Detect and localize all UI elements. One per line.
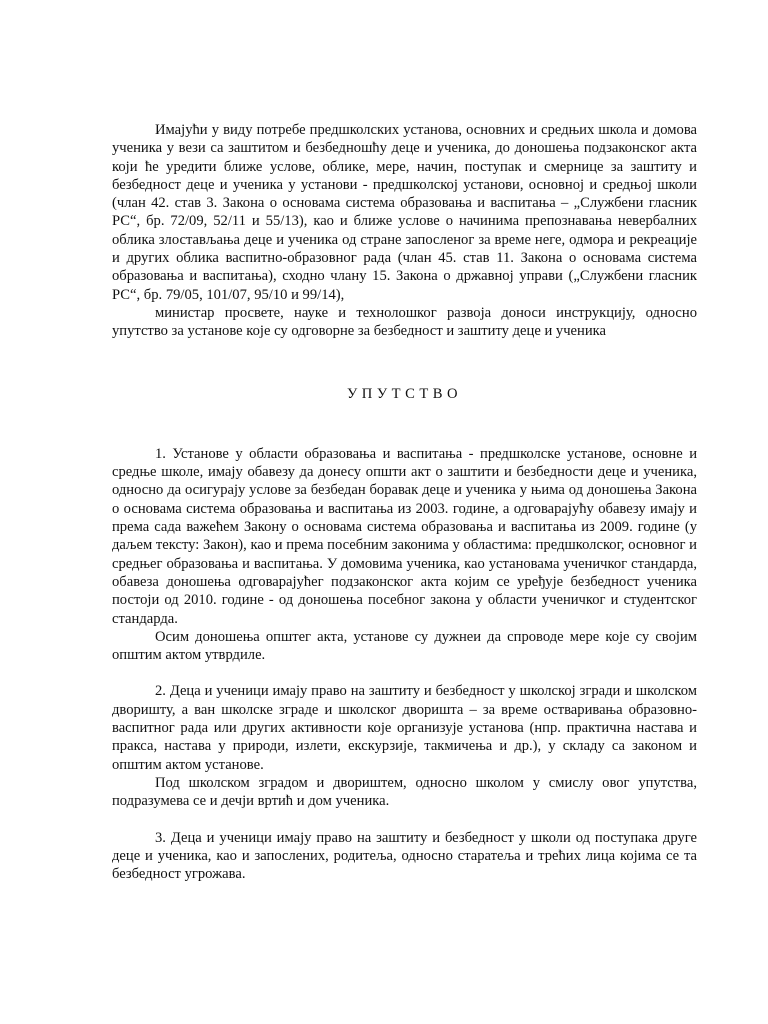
document-title: УПУТСТВО xyxy=(346,385,463,402)
paragraph-gap xyxy=(112,664,697,682)
intro-paragraph-2: министар просвете, науке и технолошког развоја доноси инструкцију, односно упутство за установе које су одговорне за безбедност и заштиту деце и ученика xyxy=(112,304,697,340)
paragraph-gap xyxy=(112,811,697,829)
document-page xyxy=(112,121,697,883)
section-1-paragraph-2: Осим доношења општег акта, установе су дужнеи да спроводе мере које су својим општим актом утврдиле. xyxy=(112,628,697,664)
section-3-paragraph-1: 3. Деца и ученици имају право на заштиту и безбедност у школи од поступака друге деце и ученика, као и запослених, родитеља, односно старатеља и трећих лица којима се та безбедност угрожава. xyxy=(112,829,697,883)
section-2-paragraph-2: Под школском зградом и двориштем, односно школом у смислу овог упутства, подразумева се и дечји вртић и дом ученика. xyxy=(112,774,697,810)
intro-paragraph-1: Имајући у виду потребе предшколских установа, основних и средњих школа и домова ученика у вези са заштитом и безбедношћу деце и ученика, до доношења подзаконског акта који ће уредити ближе услове, облике, мере, начин, поступак и смернице за заштиту и безбедност деце и ученика у установи - предшколској установи, основној и средњој школи (члан 42. став 3. Закона о основама система образовања и васпитања – „Службени гласник РС“, бр. 72/09, 52/11 и 55/13), као и ближе услове о начинима препознавања невербалних облика злостављања деце и ученика од стране запосленог за време неге, одмора и рекреације и других облика васпитно-образовног рада (члан 45. став 11. Закона о основама система образовања и васпитања), сходно члану 15. Закона о државној управи („Службени гласник РС“, бр. 79/05, 101/07, 95/10 и 99/14), xyxy=(112,122,697,303)
section-2-paragraph-1: 2. Деца и ученици имају право на заштиту и безбедност у школској згради и школском дворишту, а ван школске зграде и школског дворишта – за време остваривања образовно-васпитног рада или других активности које организује установа (нпр. практична настава и пракса, настава у природи, излети, екскурзије, такмичења и др.), у складу са законом и општим актом установе. xyxy=(112,683,697,773)
section-1-paragraph-1: 1. Установе у области образовања и васпитања - предшколске установе, основне и средње школе, имају обавезу да донесу општи акт о заштити и безбедности деце и ученика, односно да осигурају услове за безбедан боравак деце и ученика у њима од доношења Закона о основама система образовања и васпитања из 2003. године, а одговарајућу обавезу имају и према сада важећем Закону о основама система образовања и васпитања из 2009. године (у даљем тексту: Закон), као и према посебним законима у областима: предшколског, основног и средњег образовања и васпитања. У домовима ученика, као установама ученичког стандарда, обавеза доношења одговарајућег подзаконског акта којим се уређује безбедност ученика постоји од 2010. године - од доношења посебног закона у области ученичког и студентског стандарда. xyxy=(112,445,697,627)
